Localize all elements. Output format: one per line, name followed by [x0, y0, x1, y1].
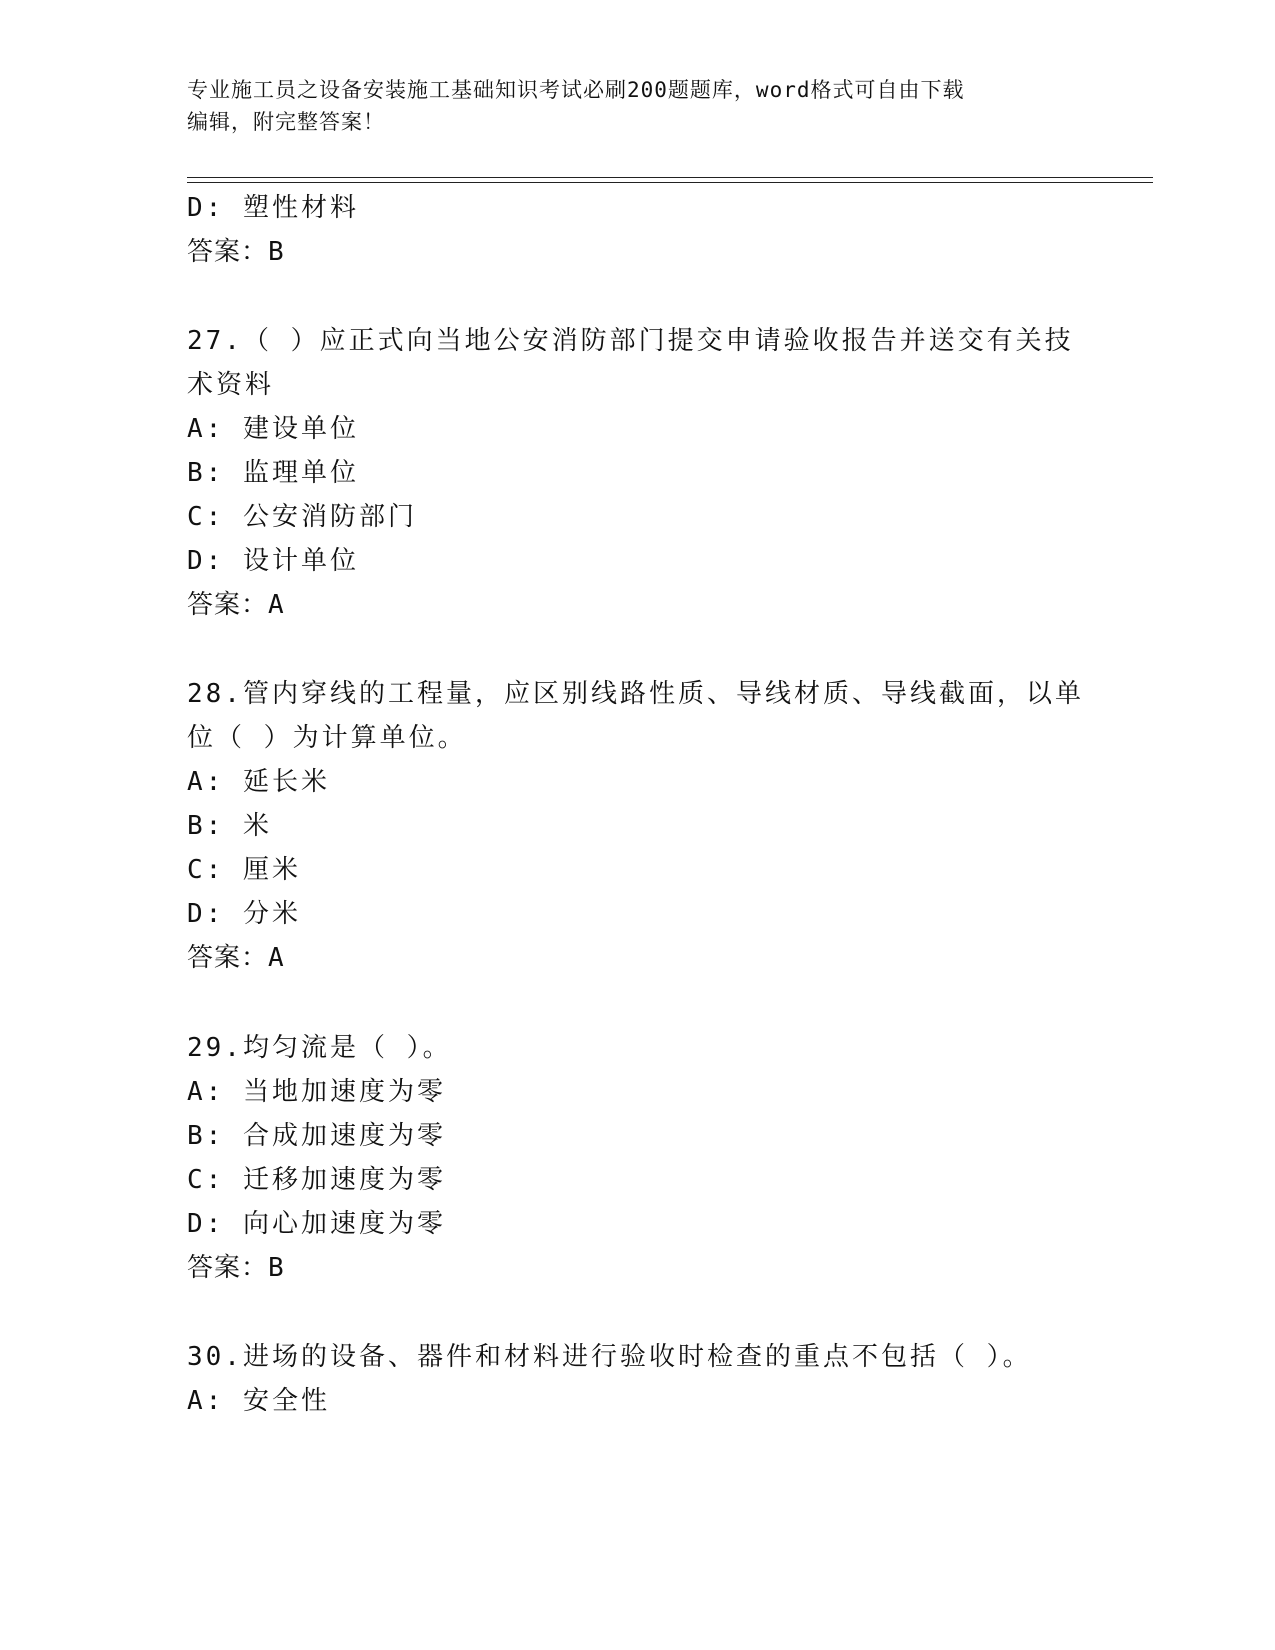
q27-text-line-1: 27.（ ）应正式向当地公安消防部门提交申请验收报告并送交有关技	[187, 326, 1074, 356]
q29-option-b: B: 合成加速度为零	[187, 1121, 446, 1151]
q27-option-b: B: 监理单位	[187, 458, 359, 488]
header-line-2: 编辑，附完整答案！	[187, 110, 385, 134]
q30-option-a: A: 安全性	[187, 1386, 330, 1416]
q28-option-c: C: 厘米	[187, 855, 301, 885]
document-header	[187, 74, 1087, 138]
q29-option-d: D: 向心加速度为零	[187, 1209, 446, 1239]
q30-text-line-1: 30.进场的设备、器件和材料进行验收时检查的重点不包括（ ）。	[187, 1342, 1032, 1372]
q29-option-c: C: 迁移加速度为零	[187, 1165, 446, 1195]
q28-text-line-1: 28.管内穿线的工程量，应区别线路性质、导线材质、导线截面，以单	[187, 679, 1084, 709]
prev-option-d: D: 塑性材料	[187, 193, 359, 223]
q28-option-b: B: 米	[187, 811, 272, 841]
header-line-1: 专业施工员之设备安装施工基础知识考试必刷200题题库，word格式可自由下载	[187, 78, 965, 102]
q27-text-line-2: 术资料	[187, 370, 275, 400]
header-divider-bottom	[187, 182, 1153, 183]
q27-option-a: A: 建设单位	[187, 414, 359, 444]
q27-option-c: C: 公安消防部门	[187, 502, 417, 532]
q27-answer: 答案：A	[187, 590, 285, 620]
q29-option-a: A: 当地加速度为零	[187, 1077, 446, 1107]
q29-text-line-1: 29.均匀流是（ ）。	[187, 1033, 452, 1063]
q27-option-d: D: 设计单位	[187, 546, 359, 576]
header-divider-top	[187, 177, 1153, 178]
q28-text-line-2: 位（ ）为计算单位。	[187, 723, 467, 753]
q28-option-a: A: 延长米	[187, 767, 330, 797]
q29-answer: 答案：B	[187, 1253, 285, 1283]
q28-option-d: D: 分米	[187, 899, 301, 929]
prev-answer: 答案：B	[187, 237, 285, 267]
q28-answer: 答案：A	[187, 943, 285, 973]
